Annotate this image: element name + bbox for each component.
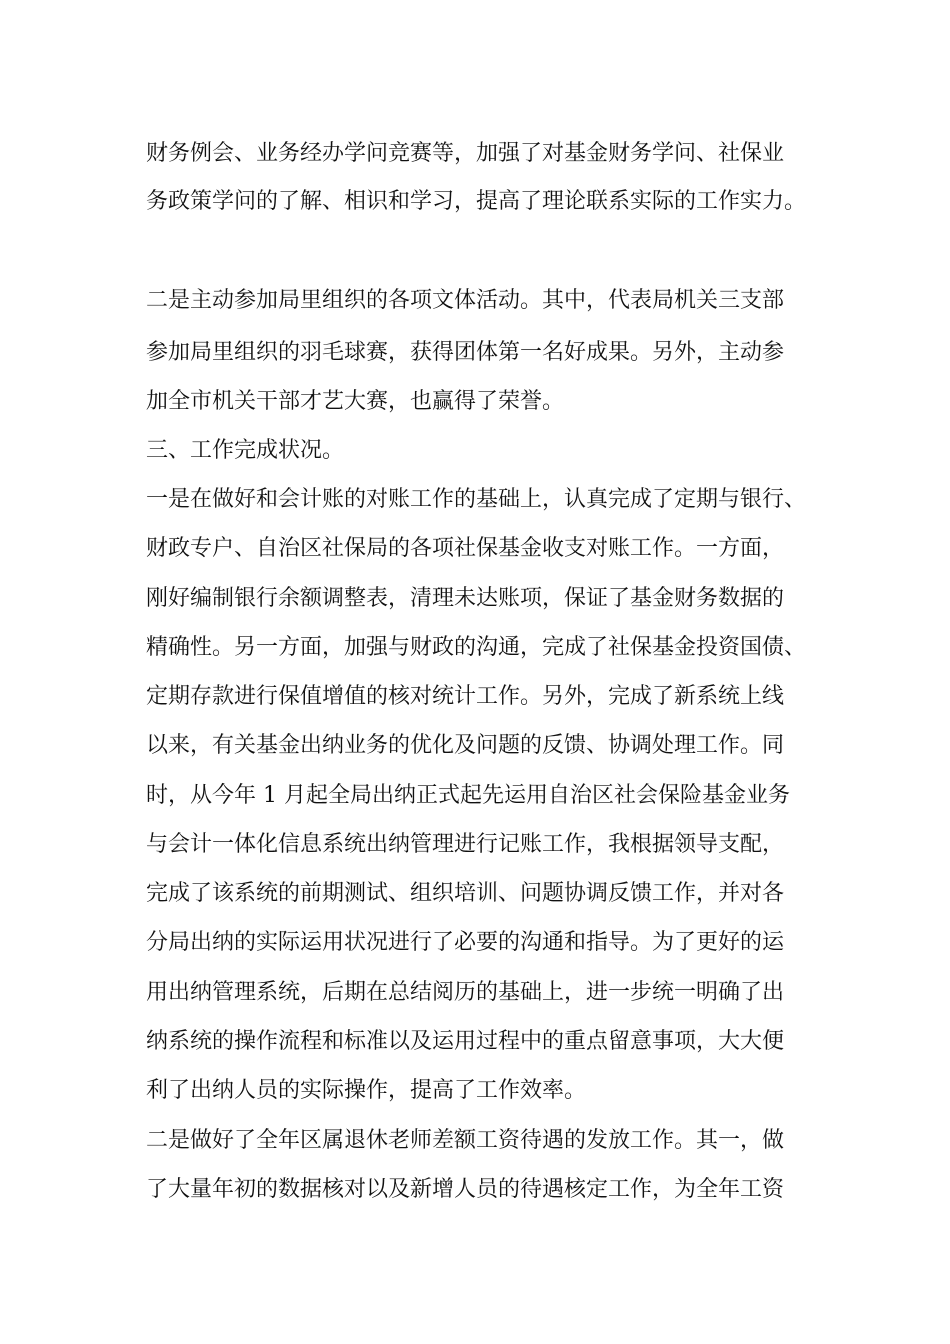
text-line-14: 与会计一体化信息系统出纳管理进行记账工作，我根据领导支配， (146, 832, 785, 857)
text-line-8: 财政专户、自治区社保局的各项社保基金收支对账工作。一方面， (146, 536, 785, 561)
text-line-4: 参加局里组织的羽毛球赛，获得团体第一名好成果。另外，主动参 (146, 340, 785, 365)
text-line-20: 二是做好了全年区属退休老师差额工资待遇的发放工作。其一，做 (146, 1128, 785, 1153)
text-line-16: 分局出纳的实际运用状况进行了必要的沟通和指导。为了更好的运 (146, 930, 785, 955)
text-line-1: 财务例会、业务经办学问竞赛等，加强了对基金财务学问、社保业 (146, 141, 785, 166)
text-line-13: 时，从今年 1 月起全局出纳正式起先运用自治区社会保险基金业务 (146, 783, 790, 808)
text-line-5: 加全市机关干部才艺大赛，也赢得了荣誉。 (146, 389, 565, 414)
text-line-9: 刚好编制银行余额调整表，清理未达账项，保证了基金财务数据的 (146, 586, 785, 611)
text-line-10: 精确性。另一方面，加强与财政的沟通，完成了社保基金投资国债、 (146, 635, 807, 660)
text-line-7: 一是在做好和会计账的对账工作的基础上，认真完成了定期与银行、 (146, 487, 807, 512)
text-line-3: 二是主动参加局里组织的各项文体活动。其中，代表局机关三支部 (146, 288, 785, 313)
text-line-12: 以来，有关基金出纳业务的优化及问题的反馈、协调处理工作。同 (146, 733, 785, 758)
section-heading: 三、工作完成状况。 (146, 438, 345, 463)
text-line-15: 完成了该系统的前期测试、组织培训、问题协调反馈工作，并对各 (146, 881, 785, 906)
text-line-17: 用出纳管理系统，后期在总结阅历的基础上，进一步统一明确了出 (146, 980, 785, 1005)
text-line-21: 了大量年初的数据核对以及新增人员的待遇核定工作，为全年工资 (146, 1177, 785, 1202)
text-line-19: 利了出纳人员的实际操作，提高了工作效率。 (146, 1078, 587, 1103)
text-line-2: 务政策学问的了解、相识和学习，提高了理论联系实际的工作实力。 (146, 189, 807, 214)
text-line-11: 定期存款进行保值增值的核对统计工作。另外，完成了新系统上线 (146, 684, 785, 709)
text-line-18: 纳系统的操作流程和标准以及运用过程中的重点留意事项，大大便 (146, 1029, 785, 1054)
